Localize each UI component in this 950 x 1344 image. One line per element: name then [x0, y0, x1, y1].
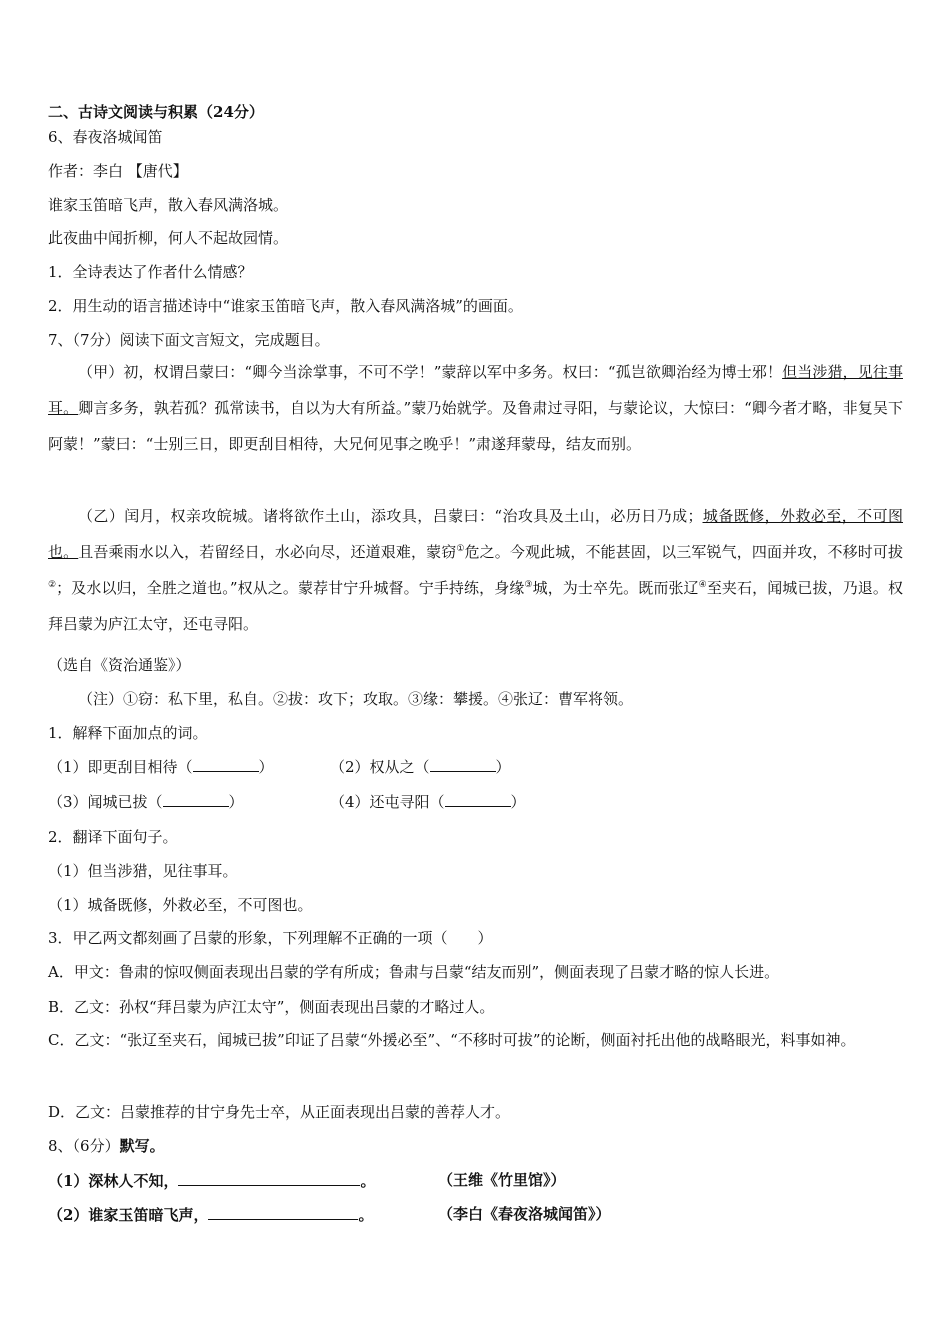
passage-jia-text1: （甲）初，权谓吕蒙曰：“卿今当涂掌事，不可不学！”蒙辞以军中多务。权曰：“孤岂欲卿治经为博士邪！: [78, 363, 783, 381]
q7-sub3: 3．甲乙两文都刻画了吕蒙的形象，下列理解不正确的一项（ ）: [48, 929, 493, 947]
word-item-4-close: ）: [510, 793, 526, 811]
q7-sub2: 2．翻译下面句子。: [48, 828, 178, 846]
section-title: 二、古诗文阅读与积累（24分）: [48, 103, 264, 121]
q7-title: 7、（7分）阅读下面文言短文，完成题目。: [48, 331, 330, 349]
q7-sub1: 1．解释下面加点的词。: [48, 724, 208, 742]
word-item-3-label: （3）闻城已拔（: [48, 793, 163, 811]
q8-title: [48, 1136, 165, 1156]
passage-yi: [48, 498, 903, 642]
passage-jia-underlined: 但当涉猎，见往事耳。: [48, 363, 903, 417]
passage-yi-underlined: 城备既修，外救必至，不可图也。: [48, 507, 903, 561]
q6-author: 作者：李白 【唐代】: [48, 162, 188, 180]
footnote-mark-2: ②: [48, 580, 57, 590]
passage-jia-text2: 卿言多务，孰若孤？孤常读书，自以为大有所益。”蒙乃始就学。及鲁肃过寻阳，与蒙论议，大惊曰：“卿今者才略，非复吴下阿蒙！”蒙曰：“士别三日，即更刮目相待，大兄何见事之晚乎！”肃遂拜蒙母，结友而别。: [48, 399, 903, 453]
recite-line-2-end: 。: [358, 1206, 374, 1224]
recite-line-1-text: （1）深林人不知，: [48, 1172, 179, 1190]
footnote-mark-4: ④: [698, 580, 707, 590]
passage-jia: [48, 354, 903, 462]
word-item-1: [48, 756, 274, 777]
word-item-1-close: ）: [258, 758, 274, 776]
passage-yi-text5: 城，为士卒先。既而张辽: [532, 579, 699, 597]
recite-source-1: （王维《竹里馆》）: [438, 1171, 566, 1189]
word-item-3-close: ）: [228, 793, 244, 811]
recite-source-2: （李白《春夜洛城闻笛》）: [438, 1205, 611, 1223]
passage-yi-text1: （乙）闰月，权亲攻皖城。诸将欲作土山，添攻具，吕蒙曰：“治攻具及土山，必历日乃成；: [78, 507, 703, 525]
word-blank-2[interactable]: [430, 756, 496, 772]
q6-sub2: 2．用生动的语言描述诗中“谁家玉笛暗飞声，散入春风满洛城”的画面。: [48, 297, 523, 315]
recite-line-2: [48, 1204, 373, 1225]
recite-line-2-text: （2）谁家玉笛暗飞声，: [48, 1206, 209, 1224]
recite-blank-2[interactable]: [208, 1204, 358, 1220]
option-d: D．乙文：吕蒙推荐的甘宁身先士卒，从正面表现出吕蒙的善荐人才。: [48, 1103, 511, 1121]
option-a: A．甲文：鲁肃的惊叹侧面表现出吕蒙的学有所成；鲁肃与吕蒙“结友而别”，侧面表现了吕蒙才略的惊人长进。: [48, 963, 780, 981]
recite-line-1-end: 。: [360, 1172, 376, 1190]
passage-source: （选自《资治通鉴》）: [48, 656, 191, 674]
poem-line-2: 此夜曲中闻折柳，何人不起故园情。: [48, 229, 289, 247]
word-blank-1[interactable]: [193, 756, 259, 772]
footnote-mark-1: ①: [456, 544, 465, 554]
q8-title-bold: 默写。: [119, 1137, 165, 1155]
passage-yi-text4: ；及水以归，全胜之道也。”权从之。蒙荐甘宁升城督。宁手持练，身缘: [56, 579, 525, 597]
passage-yi-text3: 危之。今观此城，不能甚固，以三军锐气，四面并攻，不移时可拔: [464, 543, 903, 561]
q6-title: 6、春夜洛城闻笛: [48, 128, 163, 146]
q8-title-prefix: 8、（6分）: [48, 1137, 120, 1155]
translate-2: （1）城备既修，外救必至，不可图也。: [48, 896, 313, 914]
word-blank-4[interactable]: [445, 791, 511, 807]
word-item-1-label: （1）即更刮目相待（: [48, 758, 193, 776]
word-item-3: [48, 791, 244, 812]
word-item-2-label: （2）权从之（: [330, 758, 430, 776]
footnote-mark-3: ③: [524, 580, 533, 590]
translate-1: （1）但当涉猎，见往事耳。: [48, 862, 238, 880]
recite-line-1: [48, 1170, 375, 1191]
word-item-2: [330, 756, 511, 777]
word-blank-3[interactable]: [163, 791, 229, 807]
q6-sub1: 1．全诗表达了作者什么情感？: [48, 263, 253, 281]
option-c: C．乙文：“张辽至夹石，闻城已拔”印证了吕蒙“外援必至”、“不移时可拔”的论断，侧面衬托出他的战略眼光，料事如神。: [48, 1031, 856, 1049]
poem-line-1: 谁家玉笛暗飞声，散入春风满洛城。: [48, 196, 289, 214]
passage-yi-text6: 至夹石，闻城已拔，乃退。权拜吕蒙为庐江太守，还屯寻阳。: [48, 579, 903, 633]
word-item-4-label: （4）还屯寻阳（: [330, 793, 445, 811]
passage-note: （注）①窃：私下里，私自。②拔：攻下；攻取。③缘：攀援。④张辽：曹军将领。: [78, 690, 634, 708]
passage-yi-text2: 且吾乘雨水以入，若留经日，水必向尽，还道艰难，蒙窃: [78, 543, 457, 561]
word-item-4: [330, 791, 526, 812]
recite-blank-1[interactable]: [178, 1170, 360, 1186]
word-item-2-close: ）: [495, 758, 511, 776]
option-b: B．乙文：孙权“拜吕蒙为庐江太守”，侧面表现出吕蒙的才略过人。: [48, 998, 495, 1016]
